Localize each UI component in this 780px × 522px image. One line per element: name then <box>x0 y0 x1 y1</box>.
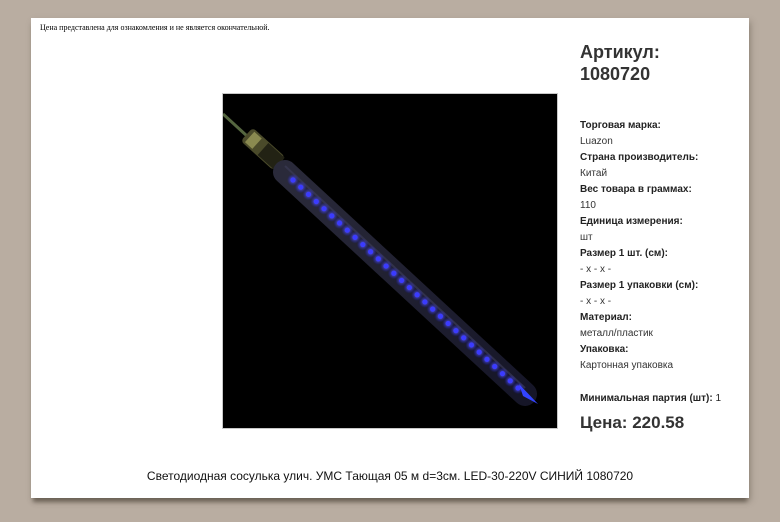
led-dot <box>446 321 451 326</box>
product-caption: Светодиодная сосулька улич. УМС Тающая 05 м d=3см. LED-30-220V СИНИЙ 1080720 <box>146 469 634 483</box>
spec-label: Материал: <box>580 312 632 323</box>
led-dot <box>407 285 412 290</box>
led-dot <box>515 385 520 390</box>
product-sheet <box>31 18 749 498</box>
led-dot <box>415 292 420 297</box>
led-dot <box>360 242 365 247</box>
spec-label: Страна производитель: <box>580 152 699 163</box>
led-dot <box>399 278 404 283</box>
min-order-label: Минимальная партия (шт): <box>580 393 713 404</box>
led-dot <box>352 235 357 240</box>
spec-label: Вес товара в граммах: <box>580 184 692 195</box>
led-dot <box>321 206 326 211</box>
led-dot <box>368 249 373 254</box>
led-dot <box>438 314 443 319</box>
led-dot <box>492 364 497 369</box>
price-value: 220.58 <box>632 413 685 432</box>
spec-value: - x - x - <box>580 296 612 307</box>
spec-label: Торговая марка: <box>580 120 661 131</box>
led-dot <box>430 307 435 312</box>
price-disclaimer: Цена представлена для ознакомления и не является окончательной. <box>40 23 270 32</box>
spec-value: Luazon <box>580 136 613 147</box>
spec-label: Единица измерения: <box>580 216 683 227</box>
spec-label: Размер 1 шт. (см): <box>580 248 668 259</box>
spec-value: Китай <box>580 168 608 179</box>
led-dot <box>422 299 427 304</box>
led-dot <box>453 328 458 333</box>
spec-label: Размер 1 упаковки (см): <box>580 280 699 291</box>
led-dot <box>298 185 303 190</box>
led-dot <box>384 263 389 268</box>
led-dot <box>508 378 513 383</box>
led-dot <box>329 213 334 218</box>
product-photo <box>222 93 558 429</box>
led-dot <box>484 357 489 362</box>
spec-value: Картонная упаковка <box>580 360 674 371</box>
sku-label: Артикул: <box>580 42 660 62</box>
led-dot <box>461 335 466 340</box>
led-dot <box>337 220 342 225</box>
spec-value: металл/пластик <box>580 328 653 339</box>
led-dot <box>469 342 474 347</box>
led-dot <box>290 177 295 182</box>
price-label: Цена: <box>580 413 628 432</box>
product-info <box>580 41 745 434</box>
power-cable <box>223 114 247 136</box>
led-dot <box>500 371 505 376</box>
sku-heading <box>580 41 745 85</box>
min-order-value: 1 <box>715 393 722 404</box>
spec-value: - x - x - <box>580 264 612 275</box>
spec-value: шт <box>580 232 593 243</box>
led-dot <box>306 192 311 197</box>
min-order <box>580 392 745 406</box>
led-dot <box>477 350 482 355</box>
spec-value: 110 <box>580 200 596 211</box>
spec-label: Упаковка: <box>580 344 629 355</box>
sku-number: 1080720 <box>580 64 651 84</box>
led-dot <box>376 256 381 261</box>
spec-list <box>580 118 745 374</box>
led-dot <box>314 199 319 204</box>
led-dot <box>345 228 350 233</box>
price <box>580 412 745 434</box>
led-icicle-image <box>223 94 557 428</box>
led-dot <box>391 271 396 276</box>
